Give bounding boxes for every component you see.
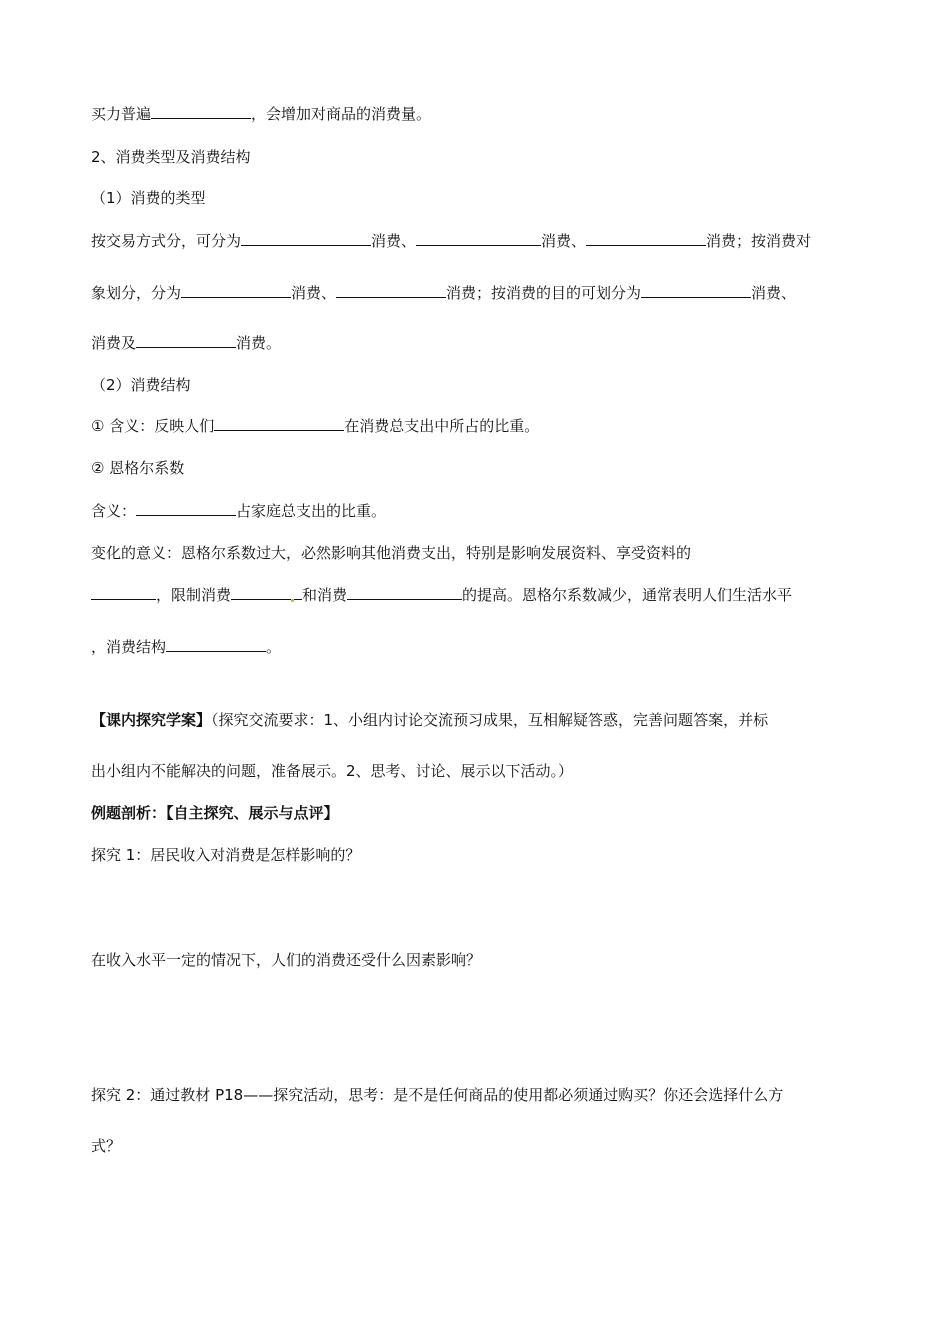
text-line-15: 出小组内不能解决的问题，准备展示。2、思考、讨论、展示以下活动。） (91, 762, 574, 780)
fill-blank[interactable] (641, 283, 751, 298)
label: 【自主探究、展示与点评】 (166, 804, 339, 822)
text: 占家庭总支出的比重。 (236, 502, 387, 520)
fill-blank[interactable] (231, 585, 291, 600)
fill-blank[interactable] (241, 231, 371, 246)
fill-blank[interactable] (347, 585, 462, 600)
text: 消费、 (751, 284, 797, 302)
question-1: 探究 1：居民收入对消费是怎样影响的？ (91, 846, 361, 864)
fill-blank[interactable] (181, 283, 291, 298)
section-title: 【课内探究学案】 (91, 711, 212, 729)
text: ① 含义：反映人们 (91, 417, 215, 435)
fill-blank[interactable] (336, 283, 446, 298)
text-line-16 (91, 803, 870, 823)
text: 消费；按消费的目的可划分为 (446, 284, 642, 302)
text: 象划分，分为 (91, 284, 182, 302)
text: 消费；按消费对 (706, 232, 812, 250)
text-line-12 (91, 585, 870, 605)
fill-blank[interactable] (136, 333, 236, 348)
text-line-13 (91, 637, 870, 657)
fill-blank[interactable] (416, 231, 541, 246)
text: 消费。 (236, 334, 282, 352)
text: ，限制消费 (156, 586, 232, 604)
text: 的提高。恩格尔系数减少，通常表明人们生活水平 (462, 586, 793, 604)
text-line-5 (91, 283, 870, 303)
fill-blank[interactable] (91, 585, 156, 600)
text: ，消费结构 (91, 638, 167, 656)
text: ，会增加对商品的消费量。 (251, 105, 432, 123)
text-line-10 (91, 501, 870, 521)
text: （探究交流要求：1、小组内讨论交流预习成果，互相解疑答惑，完善问题答案，并标 (211, 711, 769, 729)
subsection-heading: （2）消费结构 (91, 376, 191, 394)
fill-blank[interactable] (166, 637, 266, 652)
text: 和消费 (302, 586, 348, 604)
text: 消费、 (371, 232, 417, 250)
fill-blank[interactable] (214, 416, 344, 431)
fill-blank[interactable] (136, 501, 236, 516)
text-line-6 (91, 333, 870, 353)
text: 。 (266, 638, 282, 656)
text: 消费、 (291, 284, 337, 302)
section-heading: 2、消费类型及消费结构 (91, 148, 251, 166)
question-1b: 在收入水平一定的情况下，人们的消费还受什么因素影响？ (91, 951, 482, 969)
subsection-heading: （1）消费的类型 (91, 189, 206, 207)
text: 在消费总支出中所占的比重。 (344, 417, 540, 435)
text: 消费、 (541, 232, 587, 250)
text-line-1 (91, 104, 870, 124)
text: 消费及 (91, 334, 137, 352)
text: 按交易方式分，可分为 (91, 232, 242, 250)
text-line-11: 变化的意义：恩格尔系数过大，必然影响其他消费支出，特别是影响发展资料、享受资料的 (91, 544, 692, 562)
fill-blank[interactable] (586, 231, 706, 246)
text-line-4 (91, 231, 870, 251)
fill-blank[interactable] (151, 104, 251, 119)
text-line-8 (91, 416, 870, 436)
label: 例题剖析： (91, 804, 167, 822)
text-line-14 (91, 710, 870, 730)
text: 含义： (91, 502, 137, 520)
fill-blank[interactable] (294, 585, 302, 600)
question-2: 探究 2：通过教材 P18——探究活动，思考：是不是任何商品的使用都必须通过购买？你还会选择什么方 (91, 1086, 784, 1104)
question-2-cont: 式？ (91, 1137, 122, 1155)
text-line-9: ② 恩格尔系数 (91, 459, 185, 477)
text: 买力普遍 (91, 105, 152, 123)
